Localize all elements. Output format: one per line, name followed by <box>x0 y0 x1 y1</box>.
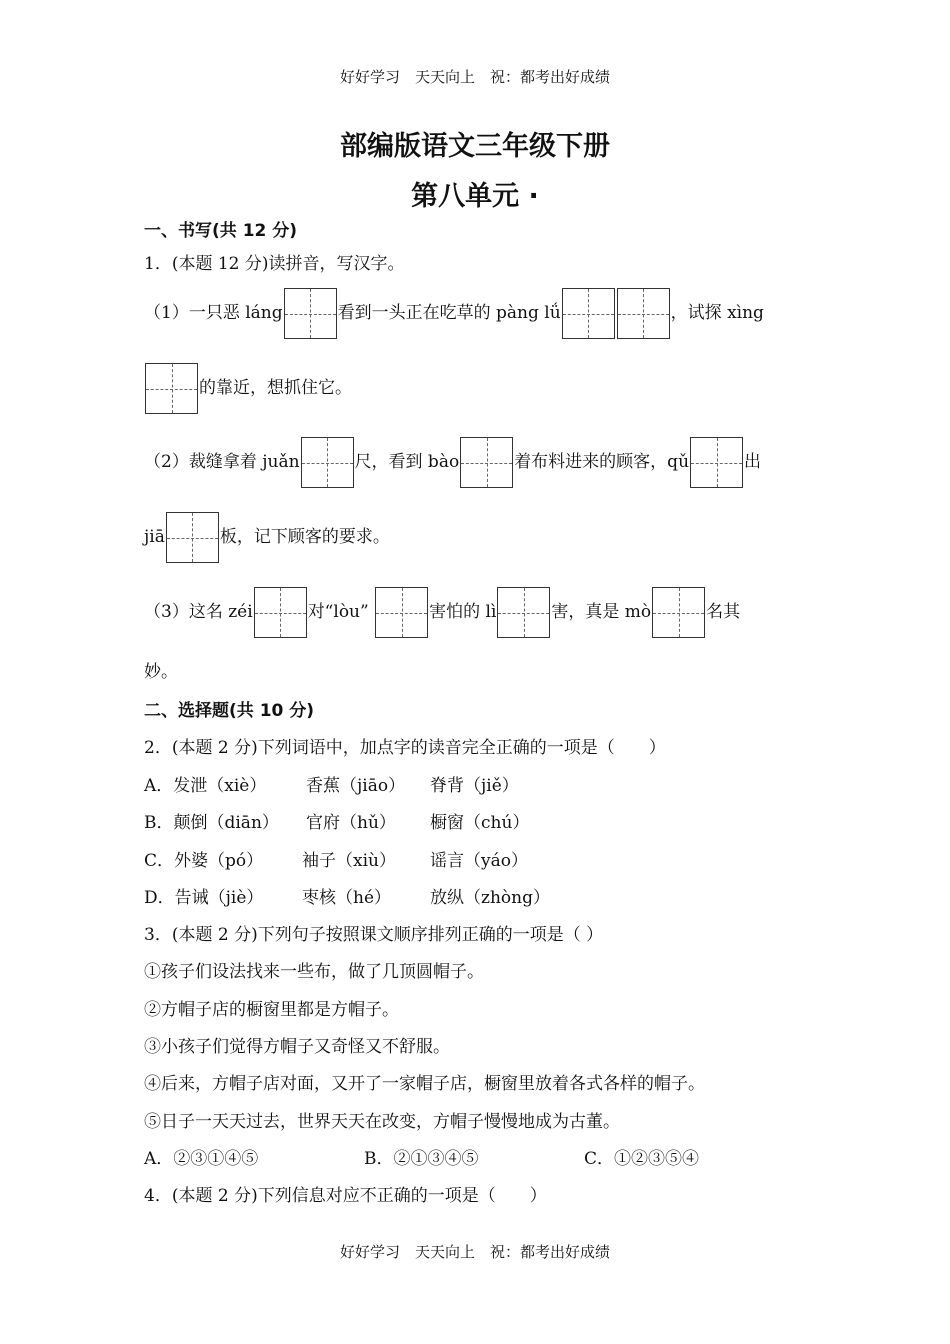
q3-sentence-4: ④后来，方帽子店对面，又开了一家帽子店，橱窗里放着各式各样的帽子。 <box>144 1074 705 1094</box>
q1-2-text-f: 板，记下顾客的要求。 <box>219 527 390 547</box>
q1-1-text-b: 看到一头正在吃草的 pàng lǘ <box>337 303 561 323</box>
q1-3-line1 <box>144 587 740 638</box>
q3-sentence-1: ①孩子们设法找来一些布，做了几顶圆帽子。 <box>144 962 484 982</box>
q2-option-a[interactable]: A．发泄（xiè） 香蕉（jiāo） 脊背（jiě） <box>144 776 519 796</box>
q3-sentence-5: ⑤日子一天天过去，世界天天在改变，方帽子慢慢地成为古董。 <box>144 1112 620 1132</box>
writing-box[interactable] <box>690 437 743 488</box>
q1-3-text-d: 害，真是 mò <box>551 602 652 622</box>
q1-1-text-c: ，试探 xìng <box>670 303 764 323</box>
writing-box[interactable] <box>562 288 615 339</box>
q3-option-a[interactable]: A．②③①④⑤ <box>144 1149 259 1169</box>
q1-1-line2 <box>144 363 352 414</box>
q1-2-line2 <box>144 512 390 563</box>
writing-box[interactable] <box>460 437 513 488</box>
q3-option-b[interactable]: B．②①③④⑤ <box>364 1149 479 1169</box>
q1-2-line1 <box>144 437 761 488</box>
writing-box[interactable] <box>617 288 670 339</box>
q1-prompt: 1．(本题 12 分)读拼音，写汉字。 <box>144 254 405 274</box>
writing-box[interactable] <box>301 437 354 488</box>
q3-option-c[interactable]: C．①②③⑤④ <box>584 1149 700 1169</box>
q3-sentence-3: ③小孩子们觉得方帽子又奇怪又不舒服。 <box>144 1037 450 1057</box>
section-1-heading: 一、书写(共 12 分) <box>144 221 298 241</box>
q3-prompt: 3．(本题 2 分)下列句子按照课文顺序排列正确的一项是（ ） <box>144 925 604 945</box>
q1-2-text-e: jiā <box>144 527 165 547</box>
writing-box[interactable] <box>652 587 705 638</box>
q1-2-text-d: 出 <box>744 452 762 472</box>
q1-2-text-b: 尺，看到 bào <box>354 452 460 472</box>
q1-3-text-a: （3）这名 zéi <box>144 602 253 622</box>
q1-3-text-e: 名其 <box>706 602 741 622</box>
writing-box[interactable] <box>145 363 198 414</box>
page-footer: 好好学习 天天向上 祝：都考出好成绩 <box>339 1243 610 1261</box>
q1-3-text-b: 对“lòu” <box>307 602 369 622</box>
q2-option-c[interactable]: C．外婆（pó） 袖子（xiù） 谣言（yáo） <box>144 851 528 871</box>
q1-1-text-d: 的靠近，想抓住它。 <box>199 378 352 398</box>
q1-3-line2: 妙。 <box>144 662 178 682</box>
q2-prompt: 2．(本题 2 分)下列词语中，加点字的读音完全正确的一项是（ ） <box>144 738 666 758</box>
q1-2-text-c: 着布料进来的顾客，qǔ <box>514 452 690 472</box>
writing-box[interactable] <box>166 512 219 563</box>
writing-box[interactable] <box>284 288 337 339</box>
doc-title: 部编版语文三年级下册 <box>340 131 610 162</box>
page-header: 好好学习 天天向上 祝：都考出好成绩 <box>339 68 610 86</box>
writing-box[interactable] <box>254 587 307 638</box>
q2-option-d[interactable]: D．告诫（jiè） 枣核（hé） 放纵（zhòng） <box>144 888 550 908</box>
q4-prompt: 4．(本题 2 分)下列信息对应不正确的一项是（ ） <box>144 1186 547 1206</box>
q2-option-b[interactable]: B．颠倒（diān） 官府（hǔ） 橱窗（chú） <box>144 813 530 833</box>
q1-1-line1 <box>144 288 764 339</box>
writing-box[interactable] <box>497 587 550 638</box>
q1-2-text-a: （2）裁缝拿着 juǎn <box>144 452 300 472</box>
unit-title: 第八单元 · <box>411 181 539 212</box>
q3-sentence-2: ②方帽子店的橱窗里都是方帽子。 <box>144 1000 399 1020</box>
q1-3-text-c: 害怕的 lì <box>429 602 497 622</box>
writing-box[interactable] <box>375 587 428 638</box>
q1-1-text-a: （1）一只恶 láng <box>144 303 283 323</box>
section-2-heading: 二、选择题(共 10 分) <box>144 701 315 721</box>
q3-options <box>144 1144 699 1169</box>
